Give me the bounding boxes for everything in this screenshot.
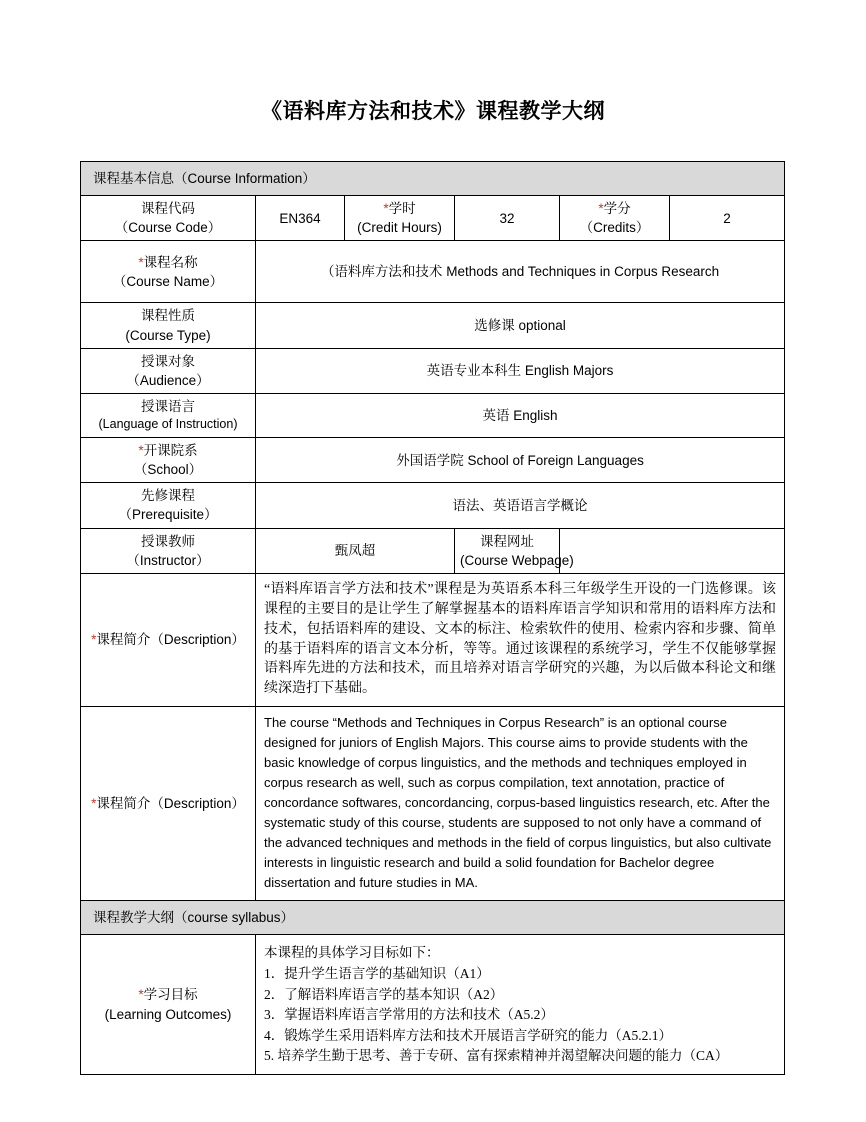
- value-course-code: EN364: [256, 196, 345, 241]
- learning-outcome-item-4: 4．锻炼学生采用语料库方法和技术开展语言学研究的能力（A5.2.1）: [264, 1027, 672, 1043]
- table-row-prerequisite: [81, 483, 785, 528]
- label-course-name-en: （Course Name）: [112, 273, 224, 289]
- value-school: 外国语学院 School of Foreign Languages: [256, 438, 785, 483]
- label-course-name-cn: *课程名称: [138, 254, 198, 270]
- label-instructor: [81, 528, 256, 573]
- label-description-cn-text: 课程简介: [96, 632, 151, 648]
- required-marker: *: [138, 254, 144, 270]
- table-row-instructor: [81, 528, 785, 573]
- label-credits-cn: *学分: [598, 201, 631, 217]
- section-header-course-syllabus: 课程教学大纲（course syllabus）: [81, 901, 785, 935]
- label-course-type-cn: 课程性质: [141, 308, 195, 324]
- learning-outcome-item-2: 2．了解语料库语言学的基本知识（A2）: [264, 986, 504, 1002]
- section-header-course-information: 课程基本信息（Course Information）: [81, 162, 785, 196]
- learning-outcomes-intro: 本课程的具体学习目标如下：: [264, 945, 440, 961]
- table-row-section-course-information: [81, 162, 785, 196]
- required-marker: *: [138, 443, 144, 458]
- required-marker: *: [91, 632, 97, 648]
- table-row-school: [81, 438, 785, 483]
- table-row-description-cn: [81, 573, 785, 706]
- label-instructor-cn: 授课教师: [141, 533, 195, 549]
- label-language-en: (Language of Instruction): [98, 417, 238, 432]
- label-learning-outcomes-cn: *学习目标: [138, 987, 198, 1003]
- label-learning-outcomes: [81, 935, 256, 1074]
- value-course-webpage: [560, 528, 785, 573]
- value-description-cn: “语料库语言学方法和技术”课程是为英语系本科三年级学生开设的一门选修课。该课程的主要目的是让学生了解掌握基本的语料库语言学知识和常用的语料库方法和技术，包括语料库的建设、文本的标注、检索软件的使用、检索内容和步骤、简单的基于语料库的语言文本分析，等等。通过该课程的系统学习，学生不仅能够掌握语料库先进的方法和技术，而且培养对语言学研究的兴趣，为以后做本科论文和继续深造打下基础。: [256, 573, 785, 706]
- label-course-code-cn: 课程代码: [141, 201, 195, 217]
- label-description-en-cn: 课程简介: [96, 796, 151, 812]
- label-credit-hours-cn: *学时: [383, 201, 416, 217]
- label-prerequisite-en: （Prerequisite）: [118, 507, 218, 523]
- value-audience: 英语专业本科生 English Majors: [256, 348, 785, 393]
- table-row-course-code: [81, 196, 785, 241]
- label-course-code-en: （Course Code）: [114, 220, 222, 236]
- label-course-name: [81, 241, 256, 303]
- label-audience-en: （Audience）: [126, 372, 210, 388]
- label-audience: [81, 348, 256, 393]
- label-course-webpage-en: (Course Webpage): [460, 552, 574, 568]
- label-learning-outcomes-en: (Learning Outcomes): [104, 1006, 232, 1022]
- value-course-type: 选修课 optional: [256, 303, 785, 348]
- learning-outcome-item-1: 1．提升学生语言学的基础知识（A1）: [264, 966, 490, 981]
- label-course-webpage: [455, 528, 574, 573]
- table-row-language: [81, 394, 785, 438]
- required-marker: *: [383, 201, 389, 217]
- value-course-name-cn: （语料库方法和技术: [320, 264, 443, 280]
- value-prerequisite: 语法、英语语言学概论: [256, 483, 785, 528]
- label-language: [81, 394, 256, 438]
- table-row-course-type: [81, 303, 785, 348]
- table-row-audience: [81, 348, 785, 393]
- label-instructor-en: （Instructor）: [126, 552, 210, 568]
- course-syllabus-table: [80, 161, 785, 1075]
- required-marker: *: [598, 201, 604, 217]
- label-course-code: [81, 196, 256, 241]
- label-prerequisite: [81, 483, 256, 528]
- label-description-cn: [81, 573, 256, 706]
- label-prerequisite-cn: 先修课程: [141, 488, 195, 504]
- value-instructor: 甄凤超: [256, 528, 455, 573]
- table-row-description-en: [81, 707, 785, 901]
- label-credits-en: （Credits）: [579, 220, 650, 236]
- learning-outcome-item-3: 3．掌握语料库语言学常用的方法和技术（A5.2）: [264, 1007, 554, 1023]
- required-marker: *: [138, 987, 144, 1003]
- table-row-learning-outcomes: [81, 935, 785, 1074]
- label-description-en-text: （Description）: [150, 796, 245, 812]
- label-description-en: [81, 707, 256, 901]
- label-credit-hours-en: (Credit Hours): [357, 220, 442, 236]
- label-audience-cn: 授课对象: [141, 353, 195, 369]
- label-course-webpage-cn: 课程网址: [480, 533, 534, 549]
- label-language-cn: 授课语言: [141, 399, 195, 415]
- label-school-cn: *开课院系: [138, 443, 198, 458]
- value-language: 英语 English: [256, 394, 785, 438]
- label-course-type-en: (Course Type): [125, 327, 211, 343]
- label-credits: [560, 196, 670, 241]
- required-marker: *: [91, 796, 97, 812]
- label-school-en: （School）: [133, 462, 203, 478]
- value-learning-outcomes: [256, 935, 785, 1074]
- table-row-section-course-syllabus: [81, 901, 785, 935]
- label-course-type: [81, 303, 256, 348]
- label-credit-hours: [345, 196, 455, 241]
- value-credit-hours: 32: [455, 196, 560, 241]
- learning-outcome-item-5: 5. 培养学生勤于思考、善于专研、富有探索精神并渴望解决问题的能力（CA）: [264, 1048, 729, 1064]
- table-row-course-name: [81, 241, 785, 303]
- label-description-cn-en: （Description）: [150, 632, 245, 648]
- value-description-en: The course “Methods and Techniques in Corpus Research” is an optional course designed for juniors of English Majors. This course aims to provide students with the basic knowledge of corpus linguistics, and the methods and techniques employed in corpus research as well, such as corpus compilation, text annotation, practice of concordance softwares, concordancing, corpus-based linguistics research, etc. After the systematic study of this course, students are supposed to not only have a command of the advanced techniques and methods in the field of corpus linguistics, but also cultivate interests in linguistic research and build a solid foundation for Bachelor degree dissertation and future studies in MA.: [256, 707, 785, 901]
- label-school: [81, 438, 256, 483]
- value-credits: 2: [670, 196, 785, 241]
- page-title: 《语料库方法和技术》课程教学大纲: [261, 99, 605, 123]
- value-course-name: [256, 241, 785, 303]
- value-course-name-en: Methods and Techniques in Corpus Research: [446, 264, 720, 280]
